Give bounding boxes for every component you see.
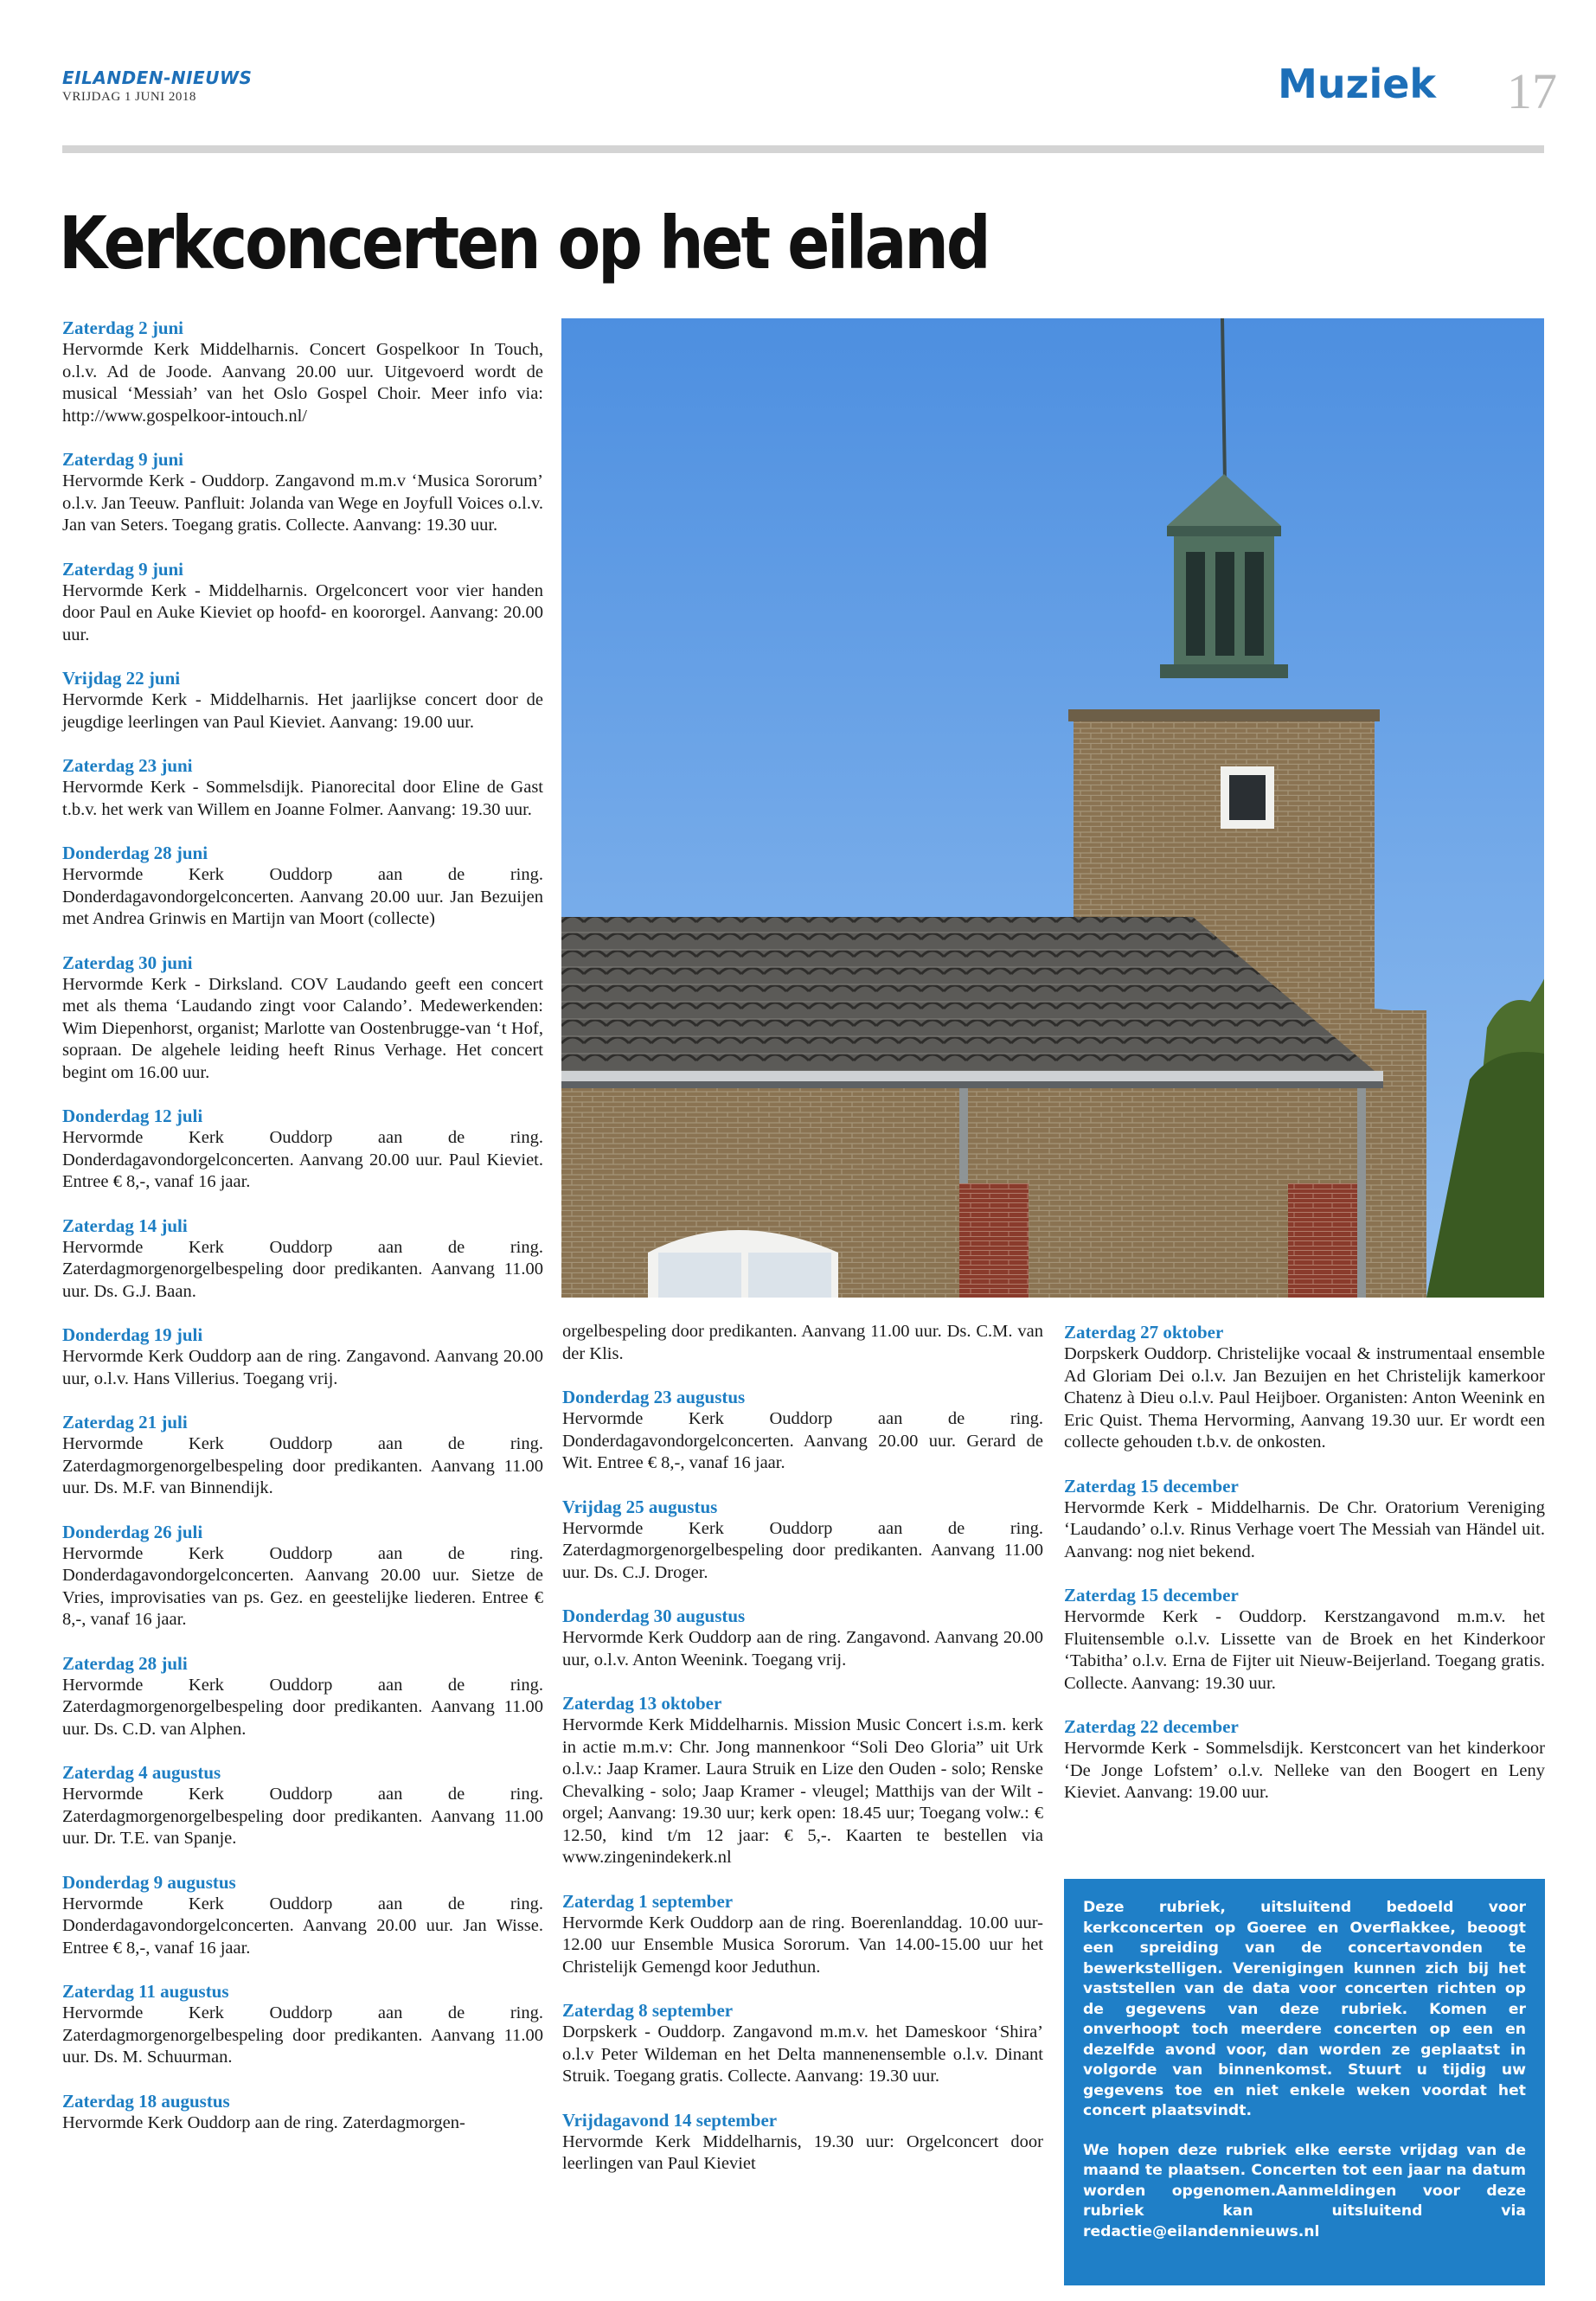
concert-description: Hervormde Kerk Ouddorp aan de ring. Zangavond. Aanvang 20.00 uur, o.l.v. Hans Villerius. Toegang vrij. <box>62 1347 543 1388</box>
concert-date: Donderdag 12 juli <box>62 1106 203 1126</box>
concert-item <box>562 1605 1043 1671</box>
concert-date: Zaterdag 18 augustus <box>62 2090 230 2112</box>
column-2 <box>562 1321 1043 2196</box>
concert-date: Vrijdagavond 14 september <box>562 2109 778 2131</box>
concert-description: Hervormde Kerk - Sommelsdijk. Pianorecital door Eline de Gast t.b.v. het werk van Willem en Joanne Folmer. Aanvang: 19.30 uur. <box>62 778 543 819</box>
concert-item <box>62 1652 543 1741</box>
info-box-paragraph-1: Deze rubriek, uitsluitend bedoeld voor kerkconcerten op Goeree en Overflakkee, beoogt een spreiding van de concertavonden te bewerkstelligen. Verenigingen kunnen zich bij het vaststellen van de data voor concerten richten op de gegevens van deze rubriek. Komen er onverhoopt toch meerdere concerten op een en dezelfde avond voor, dan worden ze geplaatst in volgorde van binnenkomst. Stuurt u tijdig uw gegevens toe en niet enkele weken voordat het concert plaatsvindt. <box>1083 1899 1526 2119</box>
masthead <box>62 67 252 105</box>
concert-description: Hervormde Kerk Ouddorp aan de ring. Zaterdagmorgenorgelbespeling door predikanten. Aanvang 11.00 uur. Ds. M. Schuurman. <box>62 2003 543 2067</box>
concert-description: Hervormde Kerk Ouddorp aan de ring. Donderdagavondorgelconcerten. Aanvang 20.00 uur. Jan Bezuijen met Andrea Grinwis en Martijn van Moort (collecte) <box>62 865 543 928</box>
concert-item <box>1064 1584 1545 1695</box>
concert-date: Vrijdag 25 augustus <box>562 1496 718 1517</box>
concert-item <box>62 952 543 1085</box>
concert-date: Vrijdag 22 juni <box>62 668 181 689</box>
concert-item <box>62 1411 543 1500</box>
top-rule <box>62 145 1544 153</box>
concert-date: Zaterdag 28 juli <box>62 1652 188 1674</box>
concert-item <box>562 1386 1043 1475</box>
concert-item <box>562 1999 1043 2088</box>
concert-item <box>62 1980 543 2069</box>
concert-date: Zaterdag 23 juni <box>62 755 193 776</box>
concert-date: Zaterdag 15 december <box>1064 1475 1239 1497</box>
concert-item <box>562 1692 1043 1869</box>
concert-description: Hervormde Kerk Ouddorp aan de ring. Donderdagavondorgelconcerten. Aanvang 20.00 uur. Sietze de Vries, improvisaties van ps. Gez. en geestelijke liederen. Entree € 8,-, vanaf 16 jaar. <box>62 1543 543 1629</box>
concert-date: Donderdag 28 juni <box>62 843 208 863</box>
concert-description: Hervormde Kerk - Dirksland. COV Laudando geeft een concert met als thema ‘Laudando zingt voor Calando’. Medewerkenden: Wim Diepenhorst, organist; Marlotte van Oostenbrugge-van ‘t Hof, sopraan. De algehele leiding heeft Rinus Verhage. Het concert begint om 16.00 uur. <box>62 974 543 1082</box>
concert-description: Hervormde Kerk Ouddorp aan de ring. Boerenlanddag. 10.00 uur-12.00 uur Ensemble Musica Sororum. Van 14.00-15.00 uur het Christelijk Gemengd koor Jeduthun. <box>562 1913 1043 1977</box>
concert-date: Zaterdag 9 juni <box>62 449 184 470</box>
concert-item <box>62 2090 543 2135</box>
concert-date: Donderdag 23 augustus <box>562 1387 746 1407</box>
concert-description: Hervormde Kerk - Sommelsdijk. Kerstconcert van het kinderkoor ‘De Jonge Lofstem’ o.l.v. Nelleke van den Boogert en Leny Kieviet. Aanvang: 19.00 uur. <box>1064 1739 1545 1802</box>
concert-item <box>1064 1321 1545 1454</box>
concert-item <box>562 2109 1043 2176</box>
concert-date: Zaterdag 30 juni <box>62 952 193 973</box>
concert-item <box>62 1521 543 1631</box>
concert-description: Hervormde Kerk Ouddorp aan de ring. Zaterdagmorgenorgelbespeling door predikanten. Aanvang 11.00 uur. Ds. M.F. van Binnendijk. <box>62 1434 543 1497</box>
concert-description: Hervormde Kerk - Ouddorp. Zangavond m.m.v ‘Musica Sororum’ o.l.v. Jan Teeuw. Panfluit: Jolanda van Wege en Joyfull Voices o.l.v. Jan van Seters. Toegang gratis. Collecte. Aanvang: 19.30 uur. <box>62 471 543 535</box>
concert-description: Hervormde Kerk - Ouddorp. Kerstzangavond m.m.v. het Fluitensemble o.l.v. Lissette van de Broek en het Kinderkoor ‘Tabitha’ o.l.v. Erna de Fijter uit Nieuw-Beijerland. Toegang gratis. Collecte. Aanvang: 19.30 uur. <box>1064 1607 1545 1693</box>
section-name: Muziek <box>1278 61 1436 107</box>
concert-item <box>62 558 543 647</box>
concert-date: Zaterdag 1 september <box>562 1890 734 1912</box>
concert-date: Zaterdag 22 december <box>1064 1716 1239 1737</box>
concert-description: Hervormde Kerk Ouddorp aan de ring. Zaterdagmorgenorgelbespeling door predikanten. Aanvang 11.00 uur. Ds. G.J. Baan. <box>62 1237 543 1301</box>
concert-item <box>62 754 543 821</box>
concert-date: Donderdag 30 augustus <box>562 1606 746 1626</box>
concert-description: Hervormde Kerk Middelharnis. Mission Music Concert i.s.m. kerk in actie m.m.v: Chr. Jong mannenkoor “Soli Deo Gloria” uit Urk o.l.v.: Jaap Kramer. Laura Struik en Lize den Ouden - solo; Renske Chevalking - solo; Jaap Kramer - vleugel; Matthijs van der Wilt - orgel; Aanvang: 19.30 uur; kerk open: 18.45 uur; Toegang volw.: € 12.50, kind t/m 12 jaar: € 5,-. Kaarten te bestellen via www.zingenindekerk.nl <box>562 1715 1043 1867</box>
concert-item <box>62 1871 543 1960</box>
concert-item <box>62 842 543 931</box>
concert-description: Hervormde Kerk - Middelharnis. De Chr. Oratorium Vereniging ‘Laudando’ o.l.v. Rinus Verhage voert The Messiah van Händel uit. Aanvang: nog niet bekend. <box>1064 1497 1545 1561</box>
concert-item <box>62 1215 543 1304</box>
info-box-paragraph-2: We hopen deze rubriek elke eerste vrijdag van de maand te plaatsen. Concerten tot een jaar na datum worden opgenomen.Aanmeldingen voor deze rubriek kan uitsluitend via redactie@eilandennieuws.nl <box>1083 2141 1526 2240</box>
concert-date: Zaterdag 21 juli <box>62 1412 188 1433</box>
concert-item <box>562 1496 1043 1585</box>
issue-date: VRIJDAG 1 JUNI 2018 <box>62 90 196 104</box>
concert-date: Zaterdag 13 oktober <box>562 1693 722 1714</box>
concert-description: orgelbespeling door predikanten. Aanvang 11.00 uur. Ds. C.M. van der Klis. <box>562 1322 1043 1363</box>
concert-description: Hervormde Kerk Ouddorp aan de ring. Zaterdagmorgenorgelbespeling door predikanten. Aanvang 11.00 uur. Dr. T.E. van Spanje. <box>62 1785 543 1848</box>
concert-date: Zaterdag 14 juli <box>62 1215 188 1236</box>
headline: Kerkconcerten op het eiland <box>59 201 989 285</box>
concert-item <box>1064 1475 1545 1564</box>
concert-description: Hervormde Kerk Ouddorp aan de ring. Zaterdagmorgen- <box>62 2112 465 2132</box>
concert-description: Hervormde Kerk Ouddorp aan de ring. Donderdagavondorgelconcerten. Aanvang 20.00 uur. Paul Kieviet. Entree € 8,-, vanaf 16 jaar. <box>62 1128 543 1191</box>
concert-item <box>62 1324 543 1390</box>
concert-item <box>562 1890 1043 1979</box>
column-3 <box>1064 1321 1545 1825</box>
concert-date: Zaterdag 2 juni <box>62 317 184 338</box>
concert-date: Zaterdag 9 juni <box>62 558 184 580</box>
concert-item <box>62 667 543 734</box>
concert-description: Hervormde Kerk Ouddorp aan de ring. Zaterdagmorgenorgelbespeling door predikanten. Aanvang 11.00 uur. Ds. C.J. Droger. <box>562 1518 1043 1582</box>
concert-description: Hervormde Kerk Ouddorp aan de ring. Donderdagavondorgelconcerten. Aanvang 20.00 uur. Gerard de Wit. Entree € 8,-, vanaf 16 jaar. <box>562 1409 1043 1472</box>
paper-name: EILANDEN-NIEUWS <box>62 67 253 88</box>
column-1 <box>62 317 543 2155</box>
info-box <box>1064 1879 1545 2285</box>
concert-date: Donderdag 19 juli <box>62 1324 203 1345</box>
concert-item <box>562 1321 1043 1365</box>
concert-description: Dorpskerk Ouddorp. Christelijke vocaal & instrumentaal ensemble Ad Gloriam Dei o.l.v. Jan Bezuijen en het Christelijk kamerkoor Chatenz à Dieu o.l.v. Paul Heijboer. Organisten: Anton Weenink en Eric Quist. Thema Hervorming, Aanvang 19.30 uur. Er wordt een collecte gehouden t.b.v. de onkosten. <box>1064 1344 1545 1452</box>
church-tower-photo <box>561 318 1544 1298</box>
concert-date: Donderdag 9 augustus <box>62 1871 236 1893</box>
concert-description: Dorpskerk - Ouddorp. Zangavond m.m.v. het Dameskoor ‘Shira’ o.l.v Peter Wildeman en het Delta mannenensemble o.l.v. Dinant Struik. Toegang gratis. Collecte. Aanvang: 19.30 uur. <box>562 2022 1043 2086</box>
concert-item <box>1064 1715 1545 1804</box>
concert-description: Hervormde Kerk Ouddorp aan de ring. Donderdagavondorgelconcerten. Aanvang 20.00 uur. Jan Wisse. Entree € 8,-, vanaf 16 jaar. <box>62 1894 543 1958</box>
concert-item <box>62 1105 543 1194</box>
concert-item <box>62 317 543 427</box>
concert-item <box>62 1761 543 1850</box>
concert-date: Donderdag 26 juli <box>62 1521 203 1542</box>
concert-description: Hervormde Kerk - Middelharnis. Het jaarlijkse concert door de jeugdige leerlingen van Paul Kieviet. Aanvang: 19.00 uur. <box>62 690 543 732</box>
page-number: 17 <box>1507 63 1557 119</box>
concert-date: Zaterdag 15 december <box>1064 1585 1239 1606</box>
concert-description: Hervormde Kerk Middelharnis, 19.30 uur: Orgelconcert door leerlingen van Paul Kieviet <box>562 2131 1043 2173</box>
concert-item <box>62 448 543 537</box>
concert-description: Hervormde Kerk Ouddorp aan de ring. Zangavond. Aanvang 20.00 uur, o.l.v. Anton Weenink. Toegang vrij. <box>562 1628 1043 1670</box>
concert-description: Hervormde Kerk Middelharnis. Concert Gospelkoor In Touch, o.l.v. Ad de Joode. Aanvang 20.00 uur. Uitgevoerd wordt de musical ‘Messiah’ van het Oslo Gospel Choir. Meer info via: http://www.gospelkoor-intouch.nl/ <box>62 340 543 426</box>
concert-date: Zaterdag 27 oktober <box>1064 1322 1224 1343</box>
concert-date: Zaterdag 11 augustus <box>62 1981 229 2002</box>
concert-description: Hervormde Kerk - Middelharnis. Orgelconcert voor vier handen door Paul en Auke Kieviet op hoofd- en koororgel. Aanvang: 20.00 uur. <box>62 580 543 644</box>
concert-date: Zaterdag 8 september <box>562 2000 734 2021</box>
concert-date: Zaterdag 4 augustus <box>62 1762 221 1783</box>
concert-description: Hervormde Kerk Ouddorp aan de ring. Zaterdagmorgenorgelbespeling door predikanten. Aanvang 11.00 uur. Ds. C.D. van Alphen. <box>62 1675 543 1739</box>
